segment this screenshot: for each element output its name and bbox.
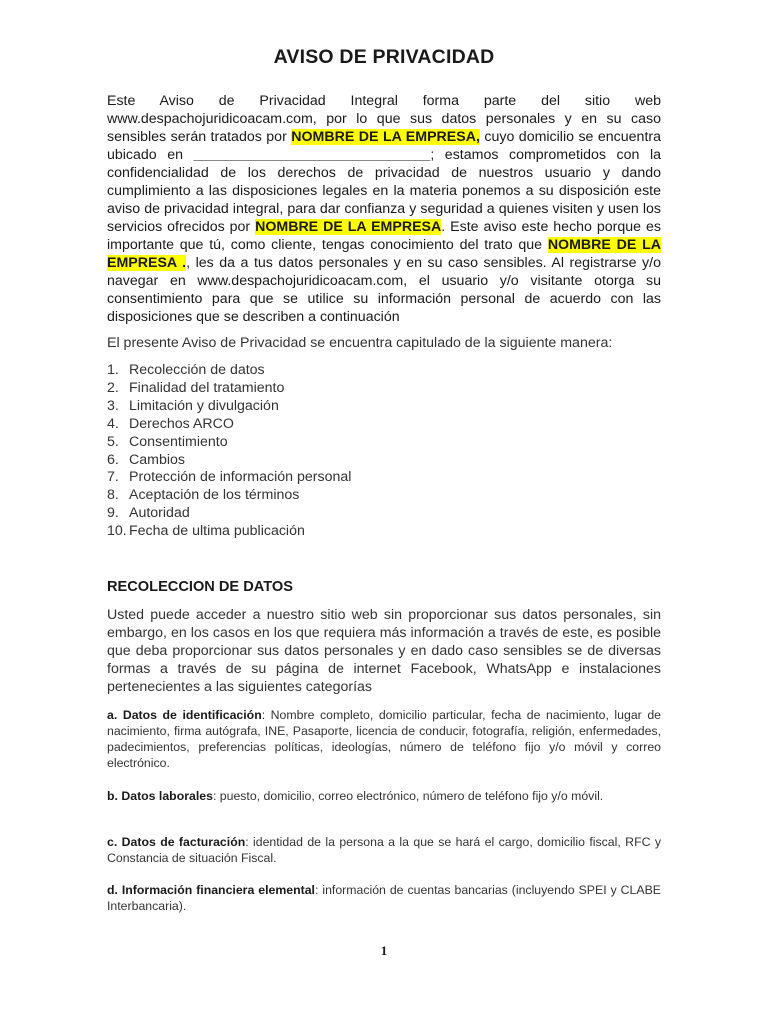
list-item [107, 487, 351, 505]
list-number: 3. [107, 397, 119, 414]
list-item [107, 452, 351, 470]
category-text: : puesto, domicilio, correo electrónico, número de teléfono fijo y/o móvil. [212, 789, 604, 803]
intro-text: ; estamos comprometidos con la confidencialidad de los derechos de privacidad de nuestros usuario y dando cumplimiento a las disposiciones legales en la materia ponemos a su disposición este aviso de privacidad integral, para dar confianza y seguridad a quienes visiten y usen los servicios ofrecidos por [107, 147, 661, 235]
section-paragraph: Usted puede acceder a nuestro sitio web sin proporcionar sus datos personales, sin embargo, en los casos en los que requiera más información a través de este, es posible que deba proporcionar sus datos personales y en dado caso sensibles se de diversas formas a través de su página de internet Facebook, WhatsApp e instalaciones pertenecientes a las siguientes categorías [107, 607, 661, 695]
company-name-highlight: NOMBRE DE LA EMPRESA, [291, 129, 480, 145]
category-text: : identidad de la persona a la que se hará el cargo, domicilio fiscal, RFC y Constancia de situación Fiscal. [107, 835, 661, 865]
intro-text: Este Aviso de Privacidad Integral forma parte del sitio web www.despachojuridicoacam.com, por lo que sus datos personales y en su caso sensibles serán tratados por [107, 93, 661, 145]
page-number: 1 [380, 943, 388, 958]
list-label: Protección de información personal [129, 469, 352, 486]
data-category-item [107, 707, 661, 771]
list-label: Consentimiento [129, 433, 228, 450]
company-name-highlight: NOMBRE DE LA EMPRESA [255, 219, 442, 235]
list-item [107, 398, 351, 416]
chapters-intro: El presente Aviso de Privacidad se encuentra capitulado de la siguiente manera: [107, 335, 613, 351]
chapter-list [107, 362, 351, 541]
intro-paragraph [107, 92, 661, 326]
list-item [107, 434, 351, 452]
document-title: AVISO DE PRIVACIDAD [273, 46, 495, 68]
intro-text: , les da a tus datos personales y en su caso sensibles. Al registrarse y/o navegar en www.despachojuridicoacam.com, el usuario y/o visitante otorga su consentimiento para que se utilice su información personal de acuerdo con las disposiciones que se describen a continuación [107, 255, 661, 325]
list-number: 10. [107, 523, 127, 540]
intro-text: cuyo domicilio se encuentra ubicado en [107, 129, 661, 163]
list-number: 4. [107, 415, 119, 432]
list-number: 2. [107, 379, 119, 396]
list-item [107, 505, 351, 523]
category-text: : información de cuentas bancarias (incluyendo SPEI y CLABE Interbancaria). [107, 883, 661, 913]
list-label: Recolección de datos [129, 362, 265, 378]
data-category-item [107, 788, 661, 804]
data-category-item [107, 882, 661, 914]
list-label: Aceptación de los términos [129, 487, 300, 504]
section-heading: RECOLECCION DE DATOS [107, 579, 293, 595]
list-item [107, 380, 351, 398]
list-number: 1. [107, 362, 119, 378]
company-name-highlight: NOMBRE DE LA EMPRESA . [107, 237, 661, 271]
data-category-item [107, 834, 661, 866]
list-label: Limitación y divulgación [129, 397, 279, 414]
list-number: 6. [107, 451, 119, 468]
list-number: 7. [107, 469, 119, 486]
list-item [107, 469, 351, 487]
address-blank: ______________________________ [193, 147, 431, 163]
category-label: b. Datos laborales [107, 789, 213, 803]
list-number: 8. [107, 487, 119, 504]
intro-text: . Este aviso este hecho porque es importante que tú, como cliente, tengas conocimiento del trato que [107, 219, 661, 253]
list-label: Finalidad del tratamiento [129, 379, 285, 396]
list-item [107, 523, 351, 541]
category-label: c. Datos de facturación [107, 835, 246, 849]
list-item [107, 362, 351, 380]
list-label: Fecha de ultima publicación [129, 523, 305, 540]
category-text: : Nombre completo, domicilio particular, fecha de nacimiento, lugar de nacimiento, firma autógrafa, INE, Pasaporte, licencia de conducir, fotografía, religión, enfermedades, padecimientos, preferencias políticas, ideologías, número de teléfono fijo y/o móvil y correo electrónico. [107, 708, 661, 770]
list-label: Autoridad [129, 505, 190, 522]
list-label: Cambios [129, 451, 185, 468]
list-item [107, 416, 351, 434]
list-number: 5. [107, 433, 119, 450]
list-label: Derechos ARCO [129, 415, 234, 432]
list-number: 9. [107, 505, 119, 522]
category-label: d. Información financiera elemental [107, 883, 315, 897]
category-label: a. Datos de identificación [107, 708, 262, 722]
